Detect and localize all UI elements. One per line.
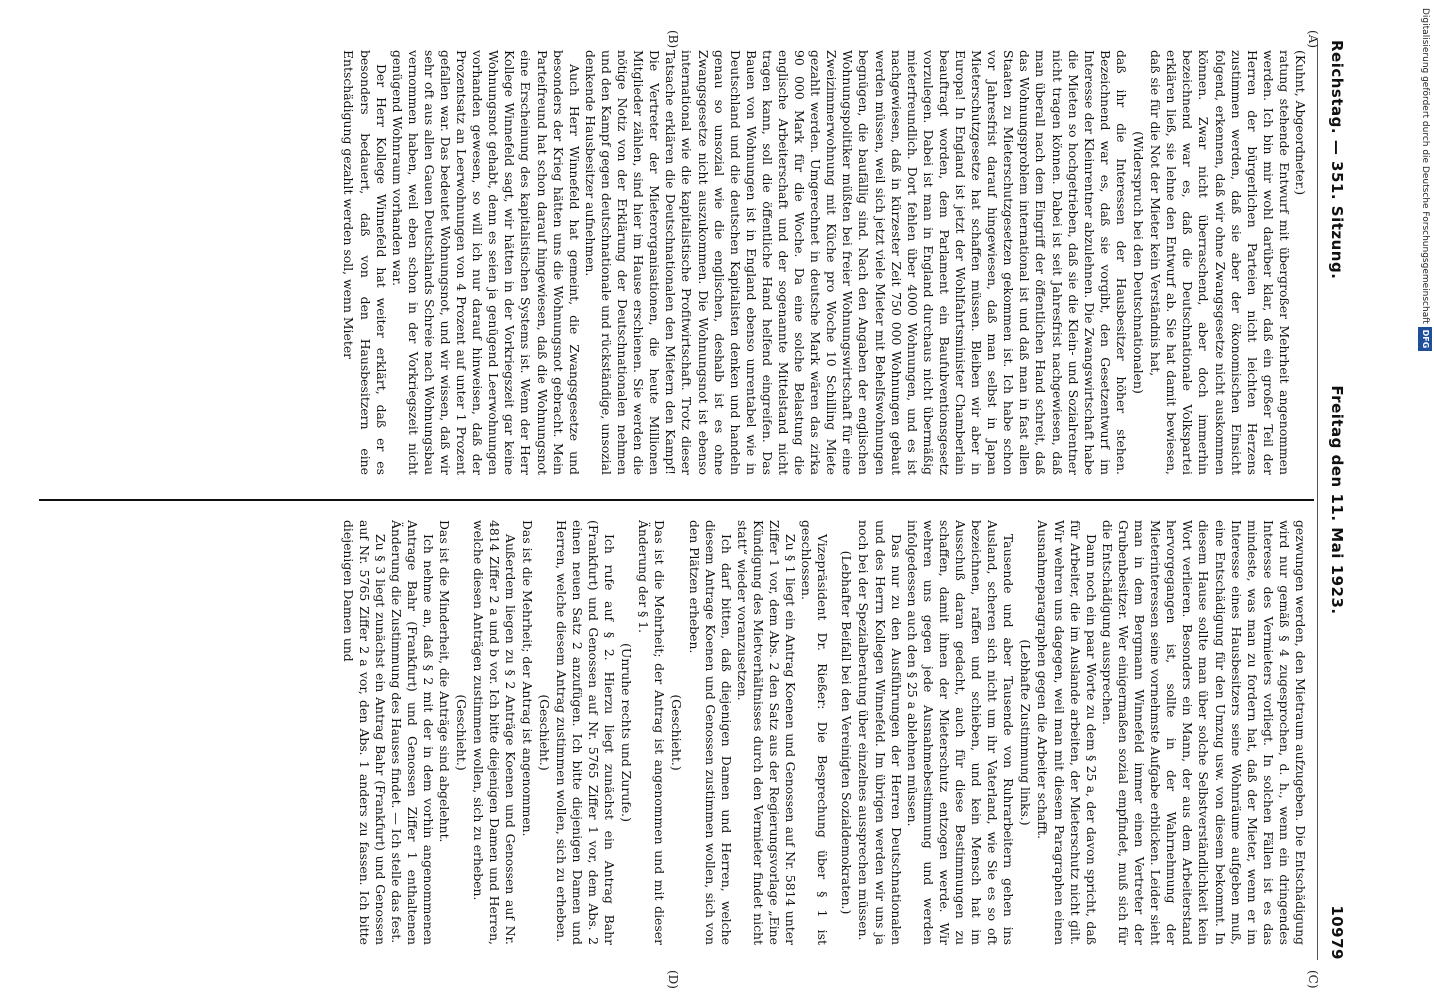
interjection: (Geschieht.): [536, 694, 552, 771]
margin-marker-a: (A): [1306, 30, 1320, 49]
dfg-logo: DFG: [1418, 327, 1432, 352]
paragraph: Vizepräsident Dr. Rießer: Die Besprechung über § 1 ist geschlossen.: [799, 520, 831, 945]
right-column: [38, 520, 1308, 945]
page-header: [1316, 40, 1356, 960]
paragraph: Ich rufe auf § 2. Hierzu liegt zunächst ein Antrag Bahr (Frankfurt) und Genossen auf Nr. 5765 Ziffer 1 vor, dem Abs. 2 einen neuen Satz 2 anzufügen. Ich bitte diejenigen Damen und Herren, welche diesem Antrag zustimmen wollen, sich zu erheben.: [553, 520, 618, 945]
paragraph: Das ist die Mehrheit; der Antrag ist angenommen.: [519, 520, 535, 837]
header-rule: [1317, 40, 1318, 960]
paragraph: daß ihr die Interessen der Hausbesitzer höher stehen. Bezeichnend war es, daß sie vorgibt, den Gesetzentwurf im Interesse der Kleinrentner abzulehnen. Die Zwangswirtschaft habe die Mieten so hochgetrieben, daß sie die Klein- und Sozialrentner nicht tragen können. Dabei ist seit Jahresfrist nachgewiesen, daß man überall nach dem Eingriff der öffentlichen Hand schreit, daß das Wohnungsproblem international ist und daß man in fast allen Staaten zu Mieterschutzgesetzen gekommen ist. Ich habe schon vor Jahresfrist darauf hingewiesen, daß man selbst in Japan Mieterschutzgesetze hat schaffen müssen. Bleiben wir aber in Europa! In England ist jetzt der Wohlfahrtsminister Chamberlain beauftragt worden, dem Parlament ein Baufubventionsgesetz vorzulegen. Dabei ist man in England durchaus nicht übermäßig mieterfreundlich. Dort fehlen über 4000 Wohnungen, und es ist nachgewiesen, daß in kürzester Zeit 750 000 Wohnungen gebaut werden müssen, weil sich jetzt viele Mieter mit Behelfswohnungen begnügen, die baufällig sind. Nach den Angaben der englischen Wohnungspolitiker müßten bei freier Wohnungswirtschaft für eine Zweizimmerwohnung mit Küche pro Woche 10 Schilling Miete gezahlt werden. Umgerechnet in deutsche Mark wären das zirka 90 000 Mark für die Woche. Da eine solche Belastung die englische Arbeiterschaft und der sogenannte Mittelstand nicht tragen kann, soll die öffentliche Hand helfend eingreifen. Das Bauen von Wohnungen ist in England ebenso unrentabel wie in Deutschland und die deutschen Kapitalisten denken und handeln genau so unsozial wie die englischen, deshalb ist es ohne Zwangsgesetze nicht auszukommen. Die Wohnungsnot ist ebenso international wie die kapitalistische Profitwirtschaft. Trotz dieser Tatsache erklären die Deutschnationalen den Mietern den Kampf! Die Vertreter der Mieterorganisationen, die heute Millionen Mitglieder zählen, sind hier im Hause erschienen. Sie werden die nötige Notiz von der Erklärung der Deutschnationalen nehmen und den Kampf gegen deutschnationale und rückständige, unsozial denkende Hausbesitzer aufnehmen.: [582, 50, 1129, 475]
paragraph: Zu § 3 liegt zunächst ein Antrag Bahr (Frankfurt) und Genossen auf Nr. 5765 Ziffer 2 a vor, den Abs. 1 anders zu fassen. Ich bitte diejenigen Damen und: [340, 520, 388, 945]
interjection: (Geschieht.): [454, 694, 470, 771]
page-number: 10979: [1328, 905, 1346, 960]
header-session: Reichstag. — 351. Sitzung.: [1328, 40, 1346, 280]
interjection: (Lebhafter Beifall bei den Vereinigten Sozialdemokraten.): [839, 550, 855, 915]
paragraph: Ich darf bitten, daß diejenigen Damen und Herren, welche diesem Antrage Koenen und Genossen zustimmen wollen, sich von den Plätzen erheben.: [686, 520, 734, 945]
funding-footer: [1418, 8, 1432, 988]
paragraph: Das nur zu den Ausführungen der Herren Deutschnationalen und des Herrn Kollegen Winnefeld. Im übrigen werden wir uns ja noch bei der Spezialberatung über einzelnes aussprechen müssen.: [856, 520, 904, 945]
margin-marker-c: (C): [1306, 970, 1320, 989]
margin-marker-b: (B): [666, 30, 680, 49]
interjection: (Widerspruch bei den Deutschnationalen): [1131, 131, 1147, 394]
paragraph: gezwungen werden, den Mietraum aufzugeben. Die Entschädigung wird nur gemäß § 4 zugesprochen, d. h., wenn ein dringendes Interesse des Vermieters vorliegt. In solchen Fällen ist es das mindeste, was man zu fordern hat, daß der Mieter, wenn er im Interesse eines Hausbesitzers seine Wohnräume aufgeben muß, eine Entschädigung für den Umzug usw. von diesem bekommt. In diesem Hause sollte man über solche Selbstverständlichkeit kein Wort verlieren. Besonders ein Mann, der aus dem Arbeiterstand hervorgegangen ist, sollte in der Wahrnehmung der Mieterinteressen seine vornehmste Aufgabe erblicken. Leider sieht man in dem Bergmann Winnefeld immer einen Vertreter der Grubenbesitzer. Wer einigermaßen sozial empfindet, muß sich für die Entschädigung aussprechen.: [1099, 520, 1308, 945]
paragraph: Dann noch ein paar Worte zu dem § 25 a, der davon spricht, daß für Arbeiter, die im Auslande arbeiten, der Mieterschutz nicht gilt. Wir wehren uns dagegen, weil man mit diesem Paragraphen einen Ausnahmeparagraphen gegen die Arbeiter schafft.: [1035, 520, 1099, 945]
paragraph: Zu § 1 liegt ein Antrag Koenen und Genossen auf Nr. 5814 unter Ziffer 1 vor, dem Abs. 2 den Satz aus der Regierungsvorlage „Eine Kündigung des Mietverhältnisses durch den Vermieter findet nicht statt“ wieder voranzusetzen.: [734, 520, 799, 945]
margin-marker-d: (D): [666, 970, 680, 989]
speaker-tag: (Kuhnt, Abgeordneter.): [1293, 50, 1308, 196]
paragraph: Das ist die Minderheit, die Anträge sind abgelehnt.: [437, 520, 453, 843]
paragraph: Der Herr Kollege Winnefeld hat weiter erklärt, daß er es besonders bedauert, daß von den Hausbesitzern eine Entschädigung gezahlt werden soll, wenn Mieter: [341, 50, 389, 475]
interjection: (Unruhe rechts und Zurufe.): [619, 643, 635, 822]
interjection: (Lebhafte Zustimmung links.): [1018, 639, 1034, 826]
header-date: Freitag den 11. Mai 1923.: [1328, 385, 1346, 615]
column-divider: [39, 499, 1314, 501]
paragraph: Außerdem liegen zu § 2 Anträge Koenen und Genossen auf Nr. 4814 Ziffer 2 a und b vor. Ich bitte diejenigen Damen und Herren, welche diesen Anträgen zustimmen wollen, sich zu erheben.: [471, 520, 519, 945]
paragraph: ratung stehende Entwurf mit übergroßer Mehrheit angenommen werden. Ich bin mir wohl darüber klar, daß ein großer Teil der Herren der bürgerlichen Parteien nicht leichten Herzens zustimmen werden, daß sie aber der ökonomischen Einsicht folgend, erkennen, daß wir ohne Zwangsgesetze nicht auskommen können. Zwar nicht überraschend, aber doch immerhin bezeichnend war es, daß die Deutschnationale Volkspartei erklären ließ, sie lehne den Entwurf ab. Sie hat damit bewiesen, daß sie für die Not der Mieter kein Verständnis hat,: [1148, 50, 1292, 475]
funding-text: Digitalisierung gefördert durch die Deutsche Forschungsgemeinschaft: [1420, 8, 1430, 324]
left-column: [38, 50, 1308, 475]
paragraph: Auch Herr Winnefeld hat gemeint, die Zwangsgesetze und besonders der Krieg hätten uns die Wohnungsnot gebracht. Mein Parteifreund hat schon darauf hingewiesen, daß die Wohnungsnot eine Erscheinung des kapitalistischen Systems ist. Wenn der Herr Kollege Winnefeld sagt, wir hätten in der Vorkriegszeit gar keine Wohnungsnot gehabt, denn es seien ja genügend Leerwohnungen vorhanden gewesen, so will ich nur darauf hinweisen, daß der Prozentsatz an Leerwohnungen von 4 Prozent auf unter 1 Prozent gefallen war. Das bedeutet Wohnungsnot, und wir wissen, daß wir sehr oft aus allen Gauen Deutschlands Schreie nach Wohnungsbau vernommen haben, weil eben schon in der Vorkriegszeit nicht genügend Wohnraum vorhanden war.: [389, 50, 582, 475]
interjection: (Geschieht.): [669, 694, 685, 771]
paragraph: Ich nehme an, daß § 2 mit der in dem vorhin angenommenen Antrage Bahr (Frankfurt) und Genossen Ziffer 1 enthaltenen Änderung die Zustimmung des Hauses findet. — Ich stelle das fest.: [388, 520, 437, 945]
funding-footer-text: [1418, 8, 1432, 988]
paragraph: Tausende und aber Tausende von Ruhrarbeitern gehen ins Ausland, scheren sich nicht um ihr Vaterland, wie Sie es so oft bezeichnen, raffen und schieben, und kein Mensch hat im Ausschuß daran gedacht, auch für diese Bestimmungen zu schaffen, damit ihnen der Mieterschutz entzogen werde. Wir wehren uns gegen jede Ausnahmebestimmung und werden infolgedessen auch den § 25 a ablehnen müssen.: [904, 520, 1017, 945]
paragraph: Das ist die Mehrheit; der Antrag ist angenommen und mit dieser Änderung der § 1.: [636, 520, 668, 945]
